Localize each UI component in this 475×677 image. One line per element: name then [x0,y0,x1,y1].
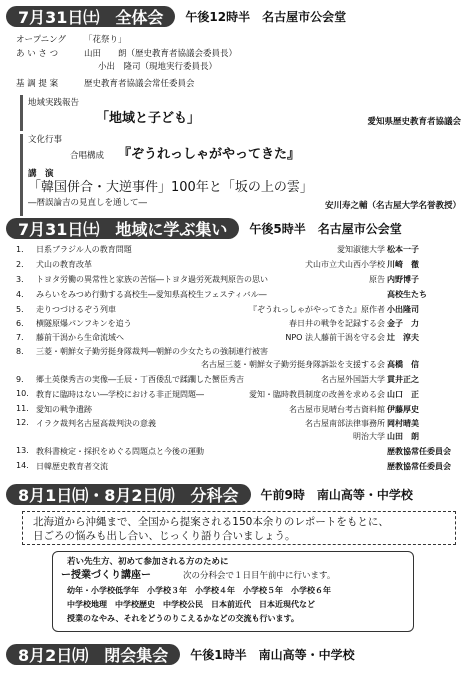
item-number: 1． [16,245,30,254]
date-pill: 7月31日㈯ 全体会 [6,6,175,27]
bunka-bar [20,134,23,168]
item-title: 藤前干潟から生命流域へ [36,333,124,342]
section-heikai-header [6,644,355,665]
program-item [16,374,465,386]
item-presenter: 歴教協常任委員会 [387,462,451,471]
item-presenter: 高橋 信 [387,360,419,369]
item-number: 13. [16,446,29,455]
program-item [16,461,465,473]
item-org: 犬山市立犬山西小学校 [305,260,385,269]
program-item [16,274,465,286]
program-item [16,359,465,371]
item-org: 名古屋三菱・朝鮮女子勤労挺身隊訴訟を支援する会 [201,360,385,369]
item-presenter: 高校生たち [387,290,427,299]
item-number: 2． [16,260,30,269]
date-pill: 8月2日㈪ 閉会集会 [6,644,180,665]
report-label: 地域実践報告 [28,98,80,108]
item-title: イラク裁判名古屋高裁判決の意義 [36,419,156,428]
item-org: 『ぞうれっしゃがやってきた』原作者 [249,305,385,314]
item-number: 5． [16,305,30,314]
item-number: 12. [16,418,29,427]
program-item [16,259,465,271]
item-title: 三菱・朝鮮女子勤労挺身隊裁判―朝鮮の少女たちの強制連行被害 [36,347,268,356]
greeting-1: 山田 朗（歴史教育者協議会委員長） [84,49,238,59]
item-org: 名古屋外国語大学 [321,375,385,384]
time-venue: 午後5時半 名古屋市公会堂 [249,222,402,236]
item-org: 原告 [369,275,385,284]
item-presenter: 岡村晴美 [387,419,419,428]
item-number: 10. [16,389,29,398]
item-title: トヨタ労働の異常性と家族の苦悩―トヨタ過労死裁判原告の思い [36,275,268,284]
teian-label: 基 調 提 案 [16,79,59,89]
item-presenter: 川崎 徹 [387,260,419,269]
item-presenter: 内野博子 [387,275,419,284]
program-item [16,332,465,344]
section-bunkakai-header [6,484,413,505]
kouza-note: 次の分科会で１日目午前中に行います。 [183,571,336,581]
koen-speaker: 安川寿之輔（名古屋大学名誉教授） [324,201,461,211]
kouza-line-2: 中学校地理 中学校歴史 中学校公民 日本前近代 日本近現代など [67,600,315,609]
item-org: NPO 法人藤前干潟を守る会 [285,333,385,342]
time-venue: 午前9時 南山高等・中学校 [260,488,413,502]
opening-value: 「花祭り」 [84,35,127,45]
bunka-title: 『ぞうれっしゃがやってきた』 [118,147,301,162]
item-org: 明治大学 [353,432,385,441]
item-presenter: 伊藤厚史 [387,405,419,414]
message-line-1: 北海道から沖縄まで、全国から提案される150本余りのレポートをもとに、 [33,516,389,528]
item-org: 名古屋南部法律事務所 [305,419,385,428]
item-presenter: 山田 朗 [387,432,419,441]
item-presenter: 貫井正之 [387,375,419,384]
item-title: 走りつづけるぞう列車 [36,305,116,314]
program-item [16,304,465,316]
item-title: 日系ブラジル人の教育問題 [36,245,132,254]
time-venue: 午後1時半 南山高等・中学校 [190,648,355,662]
koen-bar [20,168,23,216]
item-title: 横隧原爆パンフキンを追う [36,319,132,328]
kouza-line-3: 授業のなやみ、それをどうのりこえるかなどの交流も行います。 [67,614,299,623]
item-title: みらいをみつめ行動する高校生―愛知県高校生フェスティバル― [36,290,267,299]
item-title: 郷土英傑秀吉の実像―壬辰・丁酉倭乱で蹂躙した蟹臣秀吉 [36,375,244,384]
item-number: 3． [16,275,30,284]
teian-value: 歴史教育者協議会常任委員会 [84,79,195,89]
program-item [16,418,465,430]
item-presenter: 金子 力 [387,319,419,328]
section-zentaikai-header [6,6,346,27]
item-number: 6． [16,319,30,328]
item-presenter: 小出隆司 [387,305,419,314]
kouza-title: ー授業づくり講座ー [61,570,151,581]
program-item [16,389,465,401]
section-chiiki-header [6,218,402,239]
item-number: 4． [16,290,30,299]
item-number: 9． [16,375,30,384]
greeting-2: 小出 隆司（現地実行委員長） [98,62,218,72]
date-pill: 8月1日㈰・8月2日㈪ 分科会 [6,484,251,505]
kouza-box [52,551,414,632]
bunka-sub: 合唱構成 [70,151,105,161]
report-org: 愛知県歴史教育者協議会 [367,117,461,127]
item-presenter: 山口 正 [387,390,419,399]
item-title: 犬山の教育改革 [36,260,92,269]
message-box [22,511,456,545]
message-line-2: 日ごろの悩みも出し合い、じっくり語り合いましょう。 [33,530,296,542]
beginner-note: 若い先生方、初めて参加される方のために [67,557,229,567]
greeting-label: あ い さ つ [16,49,59,59]
item-org: 愛知・臨時教員制度の改善を求める会 [249,390,385,399]
bunka-label: 文化行事 [28,135,63,145]
opening-label: オープニング [16,35,66,45]
report-bar [20,95,23,131]
program-item [16,431,465,443]
item-org: 春日井の戦争を記録する会 [289,319,385,328]
koen-sub: ―暦誤論吉の見直しを通して― [28,198,148,208]
koen-label: 講 演 [28,169,54,179]
item-number: 11. [16,404,29,413]
item-number: 14. [16,461,29,470]
item-number: 7． [16,333,30,342]
program-item [16,289,465,301]
item-title: 教科書検定・採択をめぐる問題点と今後の運動 [36,447,204,456]
program-item [16,404,465,416]
item-org: 名古屋市見晴台考古資料館 [289,405,385,414]
item-title: 日韓歴史教育者交流 [36,462,108,471]
item-title: 教育に臨時はない―学校における非正規問題― [36,390,204,399]
item-presenter: 松本一子 [387,245,419,254]
report-title: 「地域と子ども」 [96,111,201,126]
program-item [16,244,465,256]
date-pill: 7月31日㈯ 地域に学ぶ集い [6,218,239,239]
item-presenter: 歴教協常任委員会 [387,447,451,456]
koen-title: 「韓国併合・大逆事件」100年と「坂の上の雲」 [28,180,313,195]
item-number: 8． [16,347,30,356]
time-venue: 午後12時半 名古屋市公会堂 [185,10,347,24]
program-item [16,446,465,458]
program-item [16,318,465,330]
item-org: 愛知淑徳大学 [337,245,385,254]
item-title: 愛知の戦争遺跡 [36,405,92,414]
item-presenter: 辻 淳夫 [387,333,419,342]
kouza-line-1: 幼年・小学校低学年 小学校３年 小学校４年 小学校５年 小学校６年 [67,586,331,595]
program-item [16,346,465,358]
